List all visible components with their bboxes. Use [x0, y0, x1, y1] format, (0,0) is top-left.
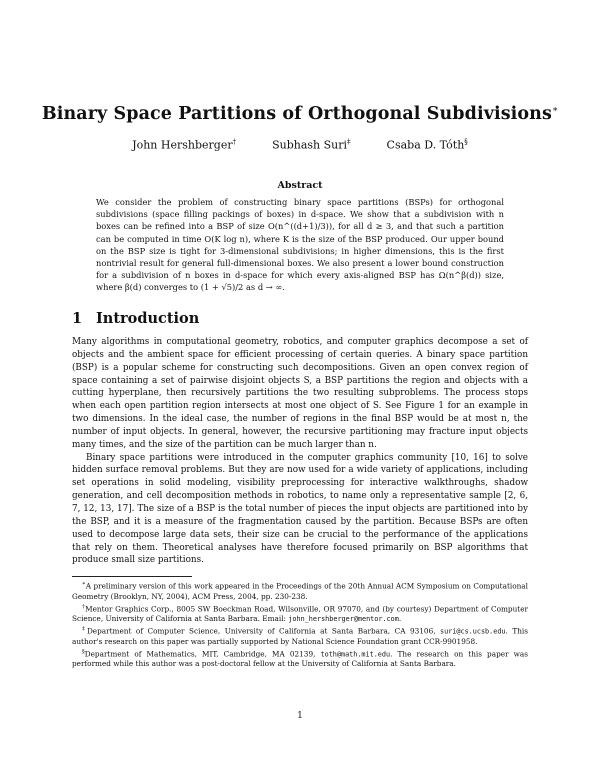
title-footnote-mark: ∗: [551, 105, 559, 116]
footnote: ‡Department of Computer Science, University of California at Santa Barbara, CA 93106, suri@cs.ucsb.edu. This author's research on this paper was partially supported by National Science Foundation grant CCR-9901958.: [72, 626, 528, 646]
author: Csaba D. Tóth§: [386, 138, 468, 152]
email-link[interactable]: john_hershberger@mentor.com: [288, 615, 399, 624]
title-text: Binary Space Partitions of Orthogonal Subdivisions: [41, 104, 552, 124]
footnotes: [72, 579, 528, 669]
abstract-heading: Abstract: [277, 180, 323, 191]
paragraph: Binary space partitions were introduced in the computer graphics community [10, 16] to solve hidden surface removal problems. But they are now used for a wide variety of applications, including set operations in solid modeling, visibility preprocessing for interactive walkthroughs, shadow generation, and cell decomposition methods in robotics, to name only a representative sample [2, 6, 7, 12, 13, 17]. The size of a BSP is the total number of pieces the input objects are partitioned into by the BSP, and it is a measure of the fragmentation caused by the partition. Because BSPs are often used to decompose large data sets, their size can be crucial to the performance of the applications that rely on them. Theoretical analyses have therefore focused primarily on BSP algorithms that produce small size partitions.: [72, 452, 528, 566]
abstract-text: We consider the problem of constructing binary space partitions (BSPs) for orthogonal subdivisions (space filling packings of boxes) in d-space. We show that a subdivision with n boxes can be refined into a BSP of size O(n^((d+1)/3)), for all d ≥ 3, and that such a partition can be computed in time O(K log n), where K is the size of the BSP produced. Our upper bound on the BSP size is tight for 3-dimensional subdivisions; in higher dimensions, this is the first nontrivial result for general full-dimensional boxes. We also present a lower bound construction for a subdivision of n boxes in d-space for which every axis-aligned BSP has Ω(n^β(d)) size, where β(d) converges to (1 + √5)/2 as d → ∞.: [96, 197, 504, 293]
footnote-rule: [72, 576, 192, 577]
footnote: ∗A preliminary version of this work appeared in the Proceedings of the 20th Annual ACM Symposium on Computational Geometry (Brooklyn, NY, 2004), ACM Press, 2004, pp. 230-238.: [72, 581, 528, 601]
section-title: Introduction: [96, 310, 200, 327]
author-list: [40, 138, 560, 152]
paragraph: Many algorithms in computational geometry, robotics, and computer graphics decompose a set of objects and the ambient space for efficient processing of certain queries. A binary space partition (BSP) is a popular scheme for constructing such decompositions. Given an open convex region of space containing a set of pairwise disjoint objects S, a BSP partitions the region and objects with a cutting hyperplane, then recursively partitions the two resulting subproblems. The process stops when each open partition region intersects at most one object of S. See Figure 1 for an example in two dimensions. In the ideal case, the number of regions in the final BSP would be at most n, the number of input objects. In general, however, the recursive partitioning may fracture input objects many times, and the size of the partition can be much larger than n.: [72, 337, 528, 450]
page-number: 1: [297, 711, 303, 721]
paper-title: [40, 104, 560, 124]
footnote: †Mentor Graphics Corp., 8005 SW Boeckman Road, Wilsonville, OR 97070, and (by courtesy) Department of Computer Science, University of California at Santa Barbara. Email: john_hershberger@mentor.com.: [72, 603, 529, 624]
section-number: 1: [72, 310, 83, 327]
author: John Hershberger†: [132, 138, 237, 152]
section-body: [72, 336, 528, 567]
email-link[interactable]: suri@cs.ucsb.edu: [440, 627, 506, 636]
section-heading: [72, 310, 199, 327]
email-link[interactable]: toth@math.mit.edu: [320, 650, 391, 659]
author: Subhash Suri‡: [272, 138, 351, 152]
footnote: §Department of Mathematics, MIT, Cambridge, MA 02139, toth@math.mit.edu. The research on this paper was performed while this author was a post-doctoral fellow at the University of California at Santa Barbara.: [72, 648, 528, 669]
